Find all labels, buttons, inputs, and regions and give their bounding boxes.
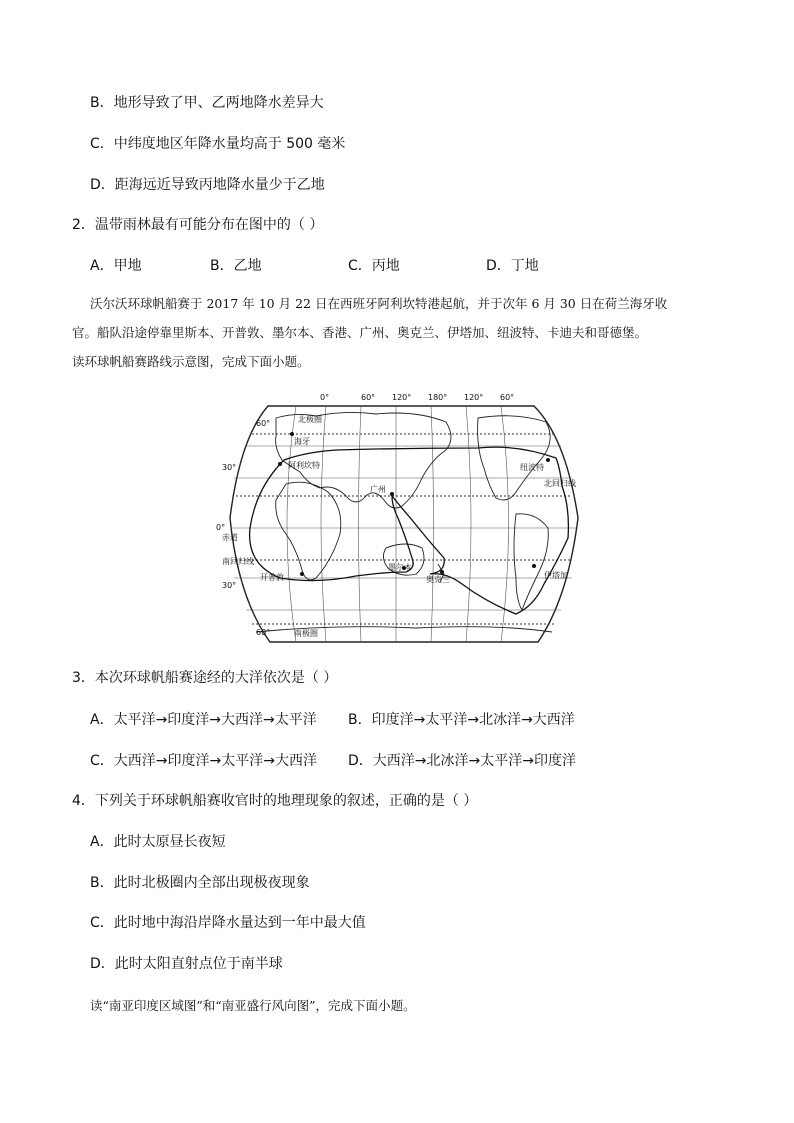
lon-label-0: 0° <box>320 393 330 402</box>
passage1-line3: 读环球帆船赛路线示意图，完成下面小题。 <box>72 354 310 369</box>
label-melbourne: 墨尔本 <box>388 563 412 572</box>
q2-option-c: C．丙地 <box>348 258 400 274</box>
q4-option-a: A．此时太原昼长夜短 <box>90 834 226 850</box>
lat-label-60s: 60° <box>256 628 271 637</box>
label-tropic-cancer: 北回归线 <box>544 479 576 488</box>
city-dot-alicante <box>278 462 282 466</box>
label-newport: 纽波特 <box>520 463 544 472</box>
city-dot-haiya <box>290 432 294 436</box>
q2-stem: 2．温带雨林最有可能分布在图中的（ ） <box>72 217 324 233</box>
city-dot-itajai <box>532 564 536 568</box>
lon-label-60w: 60° <box>500 393 515 402</box>
route-map <box>216 388 596 650</box>
q1-option-c: C．中纬度地区年降水量均高于 500 毫米 <box>90 136 346 152</box>
label-antarctic-circle: 南极圈 <box>294 629 318 638</box>
label-itajai: 伊塔加 <box>544 571 568 580</box>
q4-option-c: C．此时地中海沿岸降水量达到一年中最大值 <box>90 915 366 931</box>
label-auckland: 奥克兰 <box>426 575 450 584</box>
lon-label-120w: 120° <box>464 393 484 402</box>
label-tropic-capricorn: 南回归线 <box>222 557 254 566</box>
label-guangzhou: 广州 <box>370 485 386 494</box>
q1-option-b: B．地形导致了甲、乙两地降水差异大 <box>90 95 324 111</box>
lat-label-30s: 30° <box>222 581 237 590</box>
city-dot-cape-town <box>300 572 304 576</box>
lat-label-60n: 60° <box>256 419 271 428</box>
q3-option-a: A．太平洋→印度洋→大西洋→太平洋 <box>90 712 317 728</box>
q3-option-c: C．大西洋→印度洋→太平洋→大西洋 <box>90 753 317 769</box>
city-dot-guangzhou <box>390 492 394 496</box>
lon-label-60e: 60° <box>361 393 376 402</box>
q4-option-b: B．此时北极圈内全部出现极夜现象 <box>90 875 310 891</box>
q2-option-d: D．丁地 <box>486 258 539 274</box>
lon-label-120e: 120° <box>392 393 412 402</box>
lon-label-180: 180° <box>428 393 448 402</box>
q2-option-a: A．甲地 <box>90 258 142 274</box>
q1-option-d: D．距海远近导致丙地降水量少于乙地 <box>90 177 325 193</box>
q3-stem: 3．本次环球帆船赛途经的大洋依次是（ ） <box>72 670 338 686</box>
q4-option-d: D．此时太阳直射点位于南半球 <box>90 956 283 972</box>
label-arctic-circle: 北极圈 <box>298 415 322 424</box>
q4-stem: 4．下列关于环球帆船赛收官时的地理现象的叙述，正确的是（ ） <box>72 793 478 809</box>
passage1-line2: 官。船队沿途停靠里斯本、开普敦、墨尔本、香港、广州、奥克兰、伊塔加、纽波特、卡迪夫和哥德堡。 <box>72 325 648 340</box>
city-dot-auckland <box>440 570 444 574</box>
q3-option-b: B．印度洋→太平洋→北冰洋→大西洋 <box>348 712 575 728</box>
map-frame <box>230 406 578 642</box>
q2-option-b: B．乙地 <box>210 258 262 274</box>
passage1-line1: 沃尔沃环球帆船赛于 2017 年 10 月 22 日在西班牙阿利坎特港起航，并于次年 6 月 30 日在荷兰海牙收 <box>90 296 668 311</box>
label-alicante: 阿利坎特 <box>288 461 320 470</box>
label-equator: 赤道 <box>222 533 238 542</box>
label-haiya: 海牙 <box>294 437 310 446</box>
passage2: 读“南亚印度区域图”和“南亚盛行风向图”，完成下面小题。 <box>90 998 416 1013</box>
lat-label-0: 0° <box>216 523 226 532</box>
q3-option-d: D．大西洋→北冰洋→太平洋→印度洋 <box>348 753 576 769</box>
lat-label-30n: 30° <box>222 463 237 472</box>
label-cape-town: 开普敦 <box>260 573 284 582</box>
city-dot-newport <box>546 458 550 462</box>
